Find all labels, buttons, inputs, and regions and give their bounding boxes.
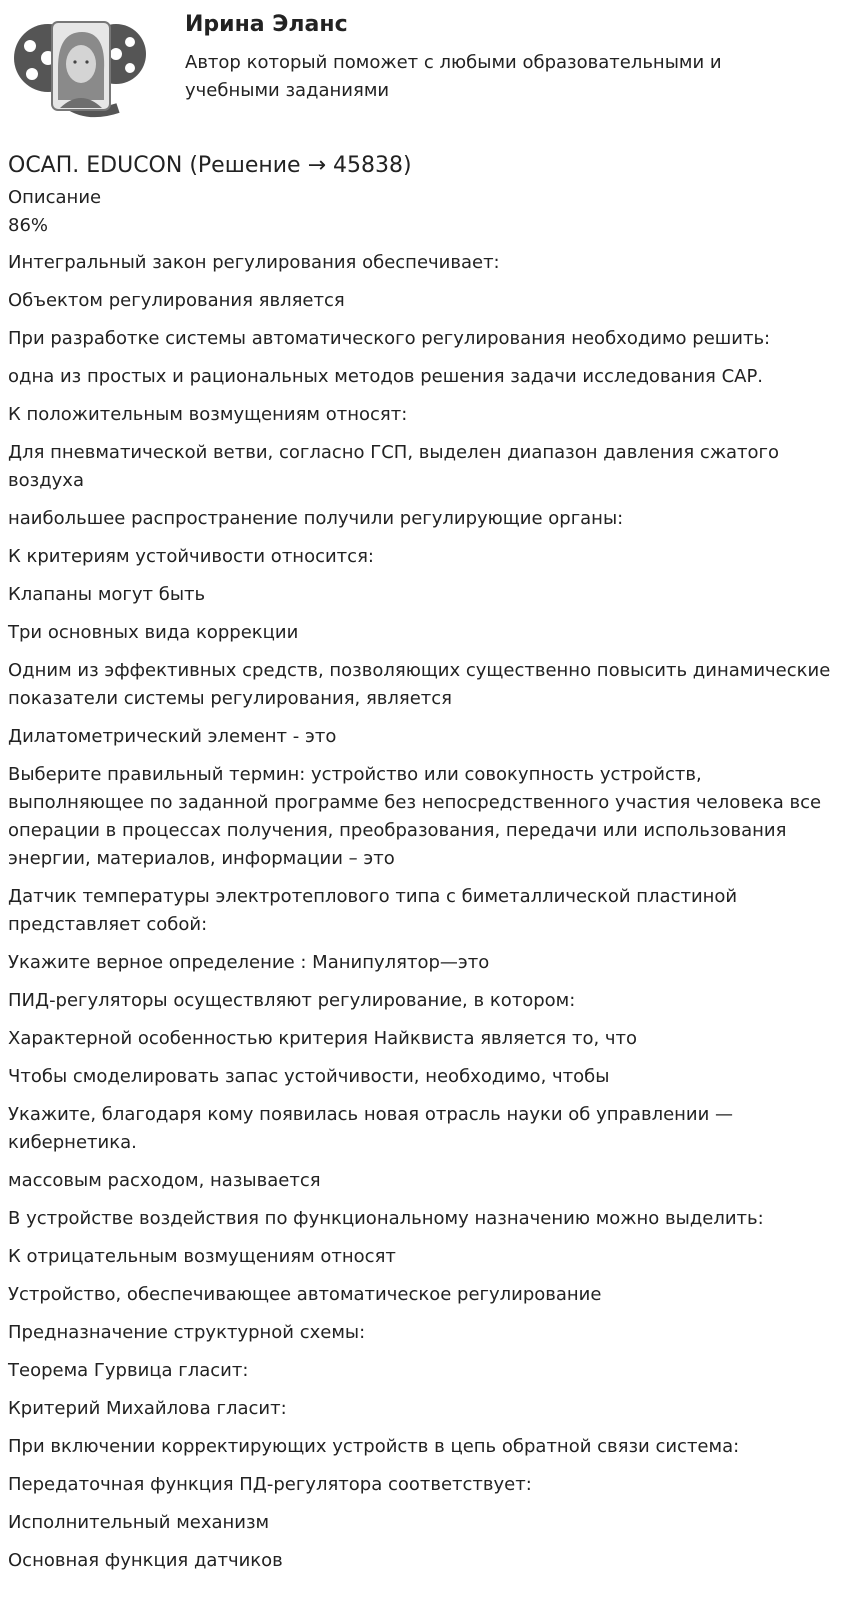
question-item: К критериям устойчивости относится:: [8, 546, 374, 567]
question-item: Предназначение структурной схемы:: [8, 1322, 366, 1343]
question-item: Одним из эффективных средств, позволяющих существенно повысить динамические показатели системы регулирования, является: [8, 660, 831, 709]
question-item: Чтобы смоделировать запас устойчивости, необходимо, чтобы: [8, 1066, 610, 1087]
completion-percent: 86%: [8, 215, 49, 236]
question-item: Клапаны могут быть: [8, 584, 206, 605]
question-item: К положительным возмущениям относят:: [8, 404, 408, 425]
question-list: [8, 249, 838, 1575]
question-item: Основная функция датчиков: [8, 1550, 283, 1571]
question-item: Датчик температуры электротеплового типа с биметаллической пластиной представляет собой:: [8, 886, 738, 935]
question-item: Интегральный закон регулирования обеспечивает:: [8, 252, 500, 273]
question-item: В устройстве воздействия по функциональному назначению можно выделить:: [8, 1208, 764, 1229]
author-name: Ирина Эланс: [185, 12, 348, 37]
question-item: Критерий Михайлова гласит:: [8, 1398, 287, 1419]
question-item: Выберите правильный термин: устройство или совокупность устройств, выполняющее по заданной программе без непосредственного участия человека все операции в процессах получения, преобразования, передачи или использования энергии, материалов, информации – это: [8, 764, 822, 869]
page-title: ОСАП. EDUCON (Решение → 45838): [8, 153, 412, 178]
question-item: Для пневматической ветви, согласно ГСП, выделен диапазон давления сжатого воздуха: [8, 442, 780, 491]
question-item: К отрицательным возмущениям относят: [8, 1246, 396, 1267]
author-card: [0, 0, 847, 140]
author-avatar: [8, 8, 150, 126]
author-description: Автор который поможет с любыми образовательными и учебными заданиями: [185, 52, 722, 101]
question-item: массовым расходом, называется: [8, 1170, 321, 1191]
question-item: Объектом регулирования является: [8, 290, 345, 311]
question-item: ПИД-регуляторы осуществляют регулирование, в котором:: [8, 990, 576, 1011]
question-item: Три основных вида коррекции: [8, 622, 299, 643]
question-item: При разработке системы автоматического регулирования необходимо решить:: [8, 328, 771, 349]
question-item: Устройство, обеспечивающее автоматическое регулирование: [8, 1284, 602, 1305]
question-item: Исполнительный механизм: [8, 1512, 270, 1533]
question-item: При включении корректирующих устройств в цепь обратной связи система:: [8, 1436, 740, 1457]
question-item: Характерной особенностью критерия Найквиста является то, что: [8, 1028, 638, 1049]
question-item: Дилатометрический элемент - это: [8, 726, 337, 747]
question-item: Укажите верное определение : Манипулятор—это: [8, 952, 490, 973]
question-item: наибольшее распространение получили регулирующие органы:: [8, 508, 624, 529]
question-item: Передаточная функция ПД-регулятора соответствует:: [8, 1474, 532, 1495]
description-label: Описание: [8, 187, 102, 208]
question-item: Теорема Гурвица гласит:: [8, 1360, 249, 1381]
question-item: одна из простых и рациональных методов решения задачи исследования САР.: [8, 366, 764, 387]
question-item: Укажите, благодаря кому появилась новая отрасль науки об управлении — кибернетика.: [8, 1104, 734, 1153]
